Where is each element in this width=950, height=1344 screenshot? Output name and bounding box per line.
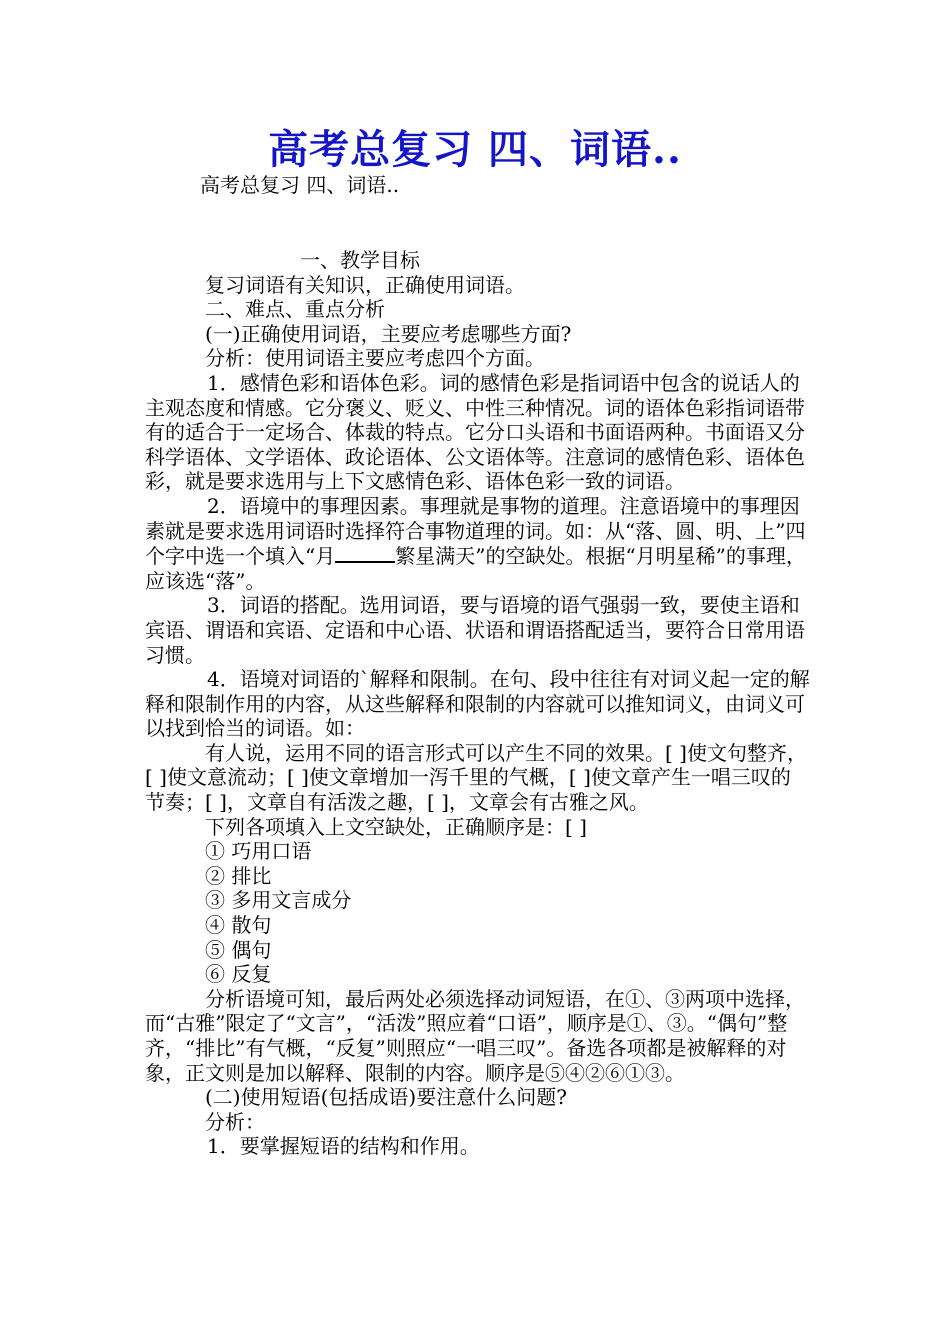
option-item: ② 排比: [205, 863, 272, 888]
paragraph-interpretation: 4．语境对词语的`解释和限制。在句、段中往往有对词义起一定的解释和限制作用的内容，从这些解释和限制的内容就可以推知词义，由词义可以找到恰当的词语。如：: [145, 667, 810, 741]
example-passage: 有人说，运用不同的语言形式可以产生不同的效果。[ ]使文句整齐，[ ]使文意流动；[ ]使文章增加一泻千里的气概，[ ]使文章产生一唱三叹的节奏；[ ]，文章自有活泼之趣，[ ]，文章会有古雅之风。: [145, 740, 807, 815]
option-item: ④ 散句: [205, 913, 272, 938]
section-heading-difficulties: 二、难点、重点分析: [205, 297, 385, 322]
context-logic-text-before: 2．语境中的事理因素。事理就是事物的道理。注意语境中的事理因素就是要求选用词语时选择符合事物道理的词。如：从“落、圆、明、上”四个字中选一个填入“月: [145, 493, 806, 569]
paragraph-phrase-structure: 1．要掌握短语的结构和作用。: [207, 1134, 480, 1159]
option-item: ③ 多用文言成分: [205, 888, 352, 913]
context-logic-text-after: 繁星满天”的空缺处。根据“月明星稀”的事理，应该选“落”。: [145, 544, 806, 593]
question-two: (二)使用短语(包括成语)要注意什么问题?: [205, 1085, 567, 1110]
example-analysis: 分析语境可知，最后两处必须选择动词短语，在①、③两项中选择，而“古雅”限定了“文言”，“活泼”照应着“口语”，顺序是①、③。“偶句”整齐，“排比”有气概，“反复”则照应“一唱三叹”。备选各项都是被解释的对象，正文则是加以解释、限制的内容。顺序是⑤④②⑥①③。: [145, 986, 805, 1085]
document-subtitle: 高考总复习 四、词语..: [200, 173, 400, 197]
question-one-analysis: 分析：使用词语主要应考虑四个方面。: [205, 346, 545, 371]
example-question: 下列各项填入上文空缺处，正确顺序是：[ ]: [205, 814, 587, 839]
question-one: (一)正确使用词语，主要应考虑哪些方面?: [205, 321, 572, 346]
document-title: 高考总复习 四、词语..: [268, 126, 682, 173]
fill-in-blank: [335, 543, 395, 563]
paragraph-collocation: 3．词语的搭配。选用词语，要与语境的语气强弱一致，要使主语和宾语、谓语和宾语、定语和中心语、状语和谓语搭配适当，要符合日常用语习惯。: [145, 593, 805, 667]
paragraph-emotional-color: 1．感情色彩和语体色彩。词的感情色彩是指词语中包含的说话人的主观态度和情感。它分褒义、贬义、中性三种情况。词的语体色彩指词语带有的适合于一定场合、体裁的特点。它分口头语和书面语两种。书面语又分科学语体、文学语体、政论语体、公文语体等。注意词的感情色彩、语体色彩，就是要求选用与上下文感情色彩、语体色彩一致的词语。: [145, 370, 805, 494]
document-body: [145, 248, 810, 1159]
option-item: ① 巧用口语: [205, 839, 312, 864]
objectives-text: 复习词语有关知识，正确使用词语。: [205, 272, 525, 297]
question-two-analysis: 分析：: [205, 1109, 265, 1134]
option-item: ⑥ 反复: [205, 962, 272, 987]
section-heading-objectives: 一、教学目标: [300, 248, 420, 272]
paragraph-context-logic: [145, 494, 810, 593]
option-item: ⑤ 偶句: [205, 937, 272, 962]
